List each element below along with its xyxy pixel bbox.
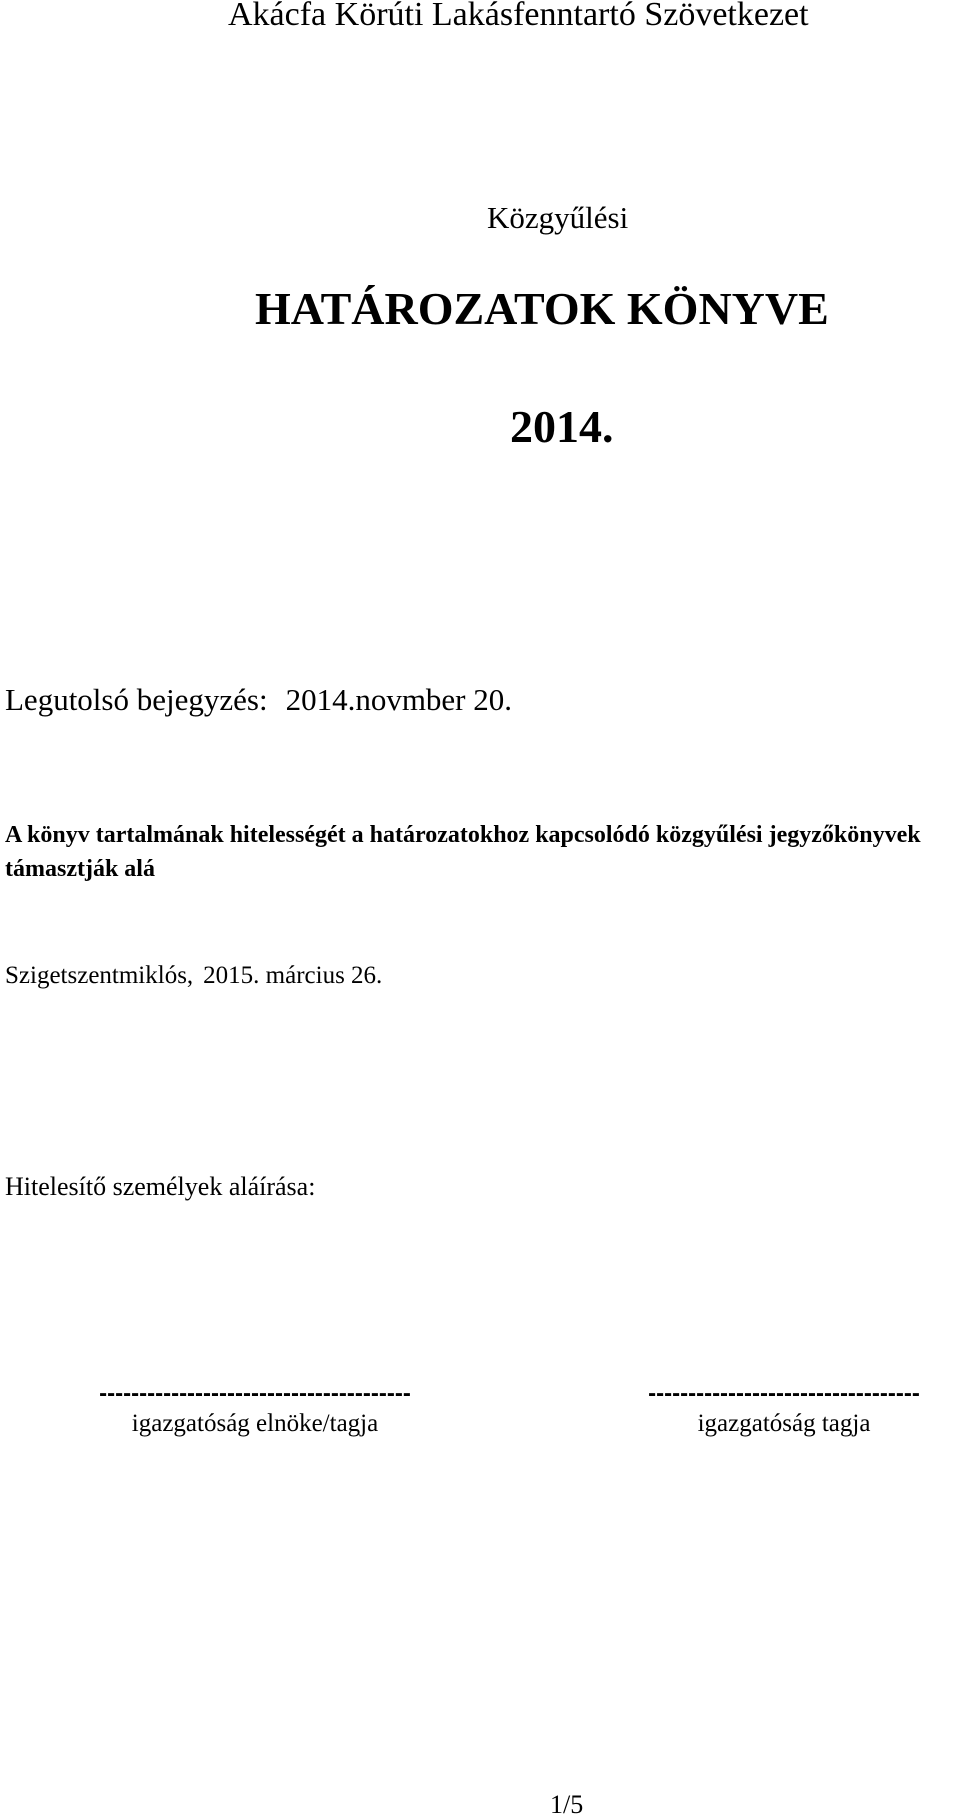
- signature-line: ----------------------------------: [648, 1380, 920, 1407]
- authenticity-statement: A könyv tartalmának hitelességét a határozatokhoz kapcsolódó közgyűlési jegyzőkönyvek támasztják alá: [5, 822, 921, 882]
- signature-caption: igazgatóság elnöke/tagja: [131, 1410, 379, 1437]
- document-year: 2014.: [510, 401, 614, 452]
- signature-caption: igazgatóság tagja: [697, 1410, 871, 1437]
- last-entry-value: 2014.novmber 20.: [285, 682, 513, 717]
- place-date-row: [5, 962, 382, 990]
- signature-block-chair: [60, 1380, 450, 1440]
- page-number: 1/5: [550, 1790, 584, 1819]
- last-entry-row: [5, 682, 512, 718]
- place: Szigetszentmiklós,: [5, 962, 194, 989]
- last-entry-label: Legutolsó bejegyzés:: [5, 682, 268, 717]
- signatures-label: Hitelesítő személyek aláírása:: [5, 1172, 316, 1201]
- date: 2015. március 26.: [203, 962, 383, 989]
- document-subtitle: Közgyűlési: [487, 200, 629, 235]
- document-title: HATÁROZATOK KÖNYVE: [255, 283, 829, 334]
- signature-block-member: [616, 1380, 952, 1440]
- organization-name: Akácfa Körúti Lakásfenntartó Szövetkezet: [228, 0, 809, 33]
- signature-line: ---------------------------------------: [99, 1380, 411, 1407]
